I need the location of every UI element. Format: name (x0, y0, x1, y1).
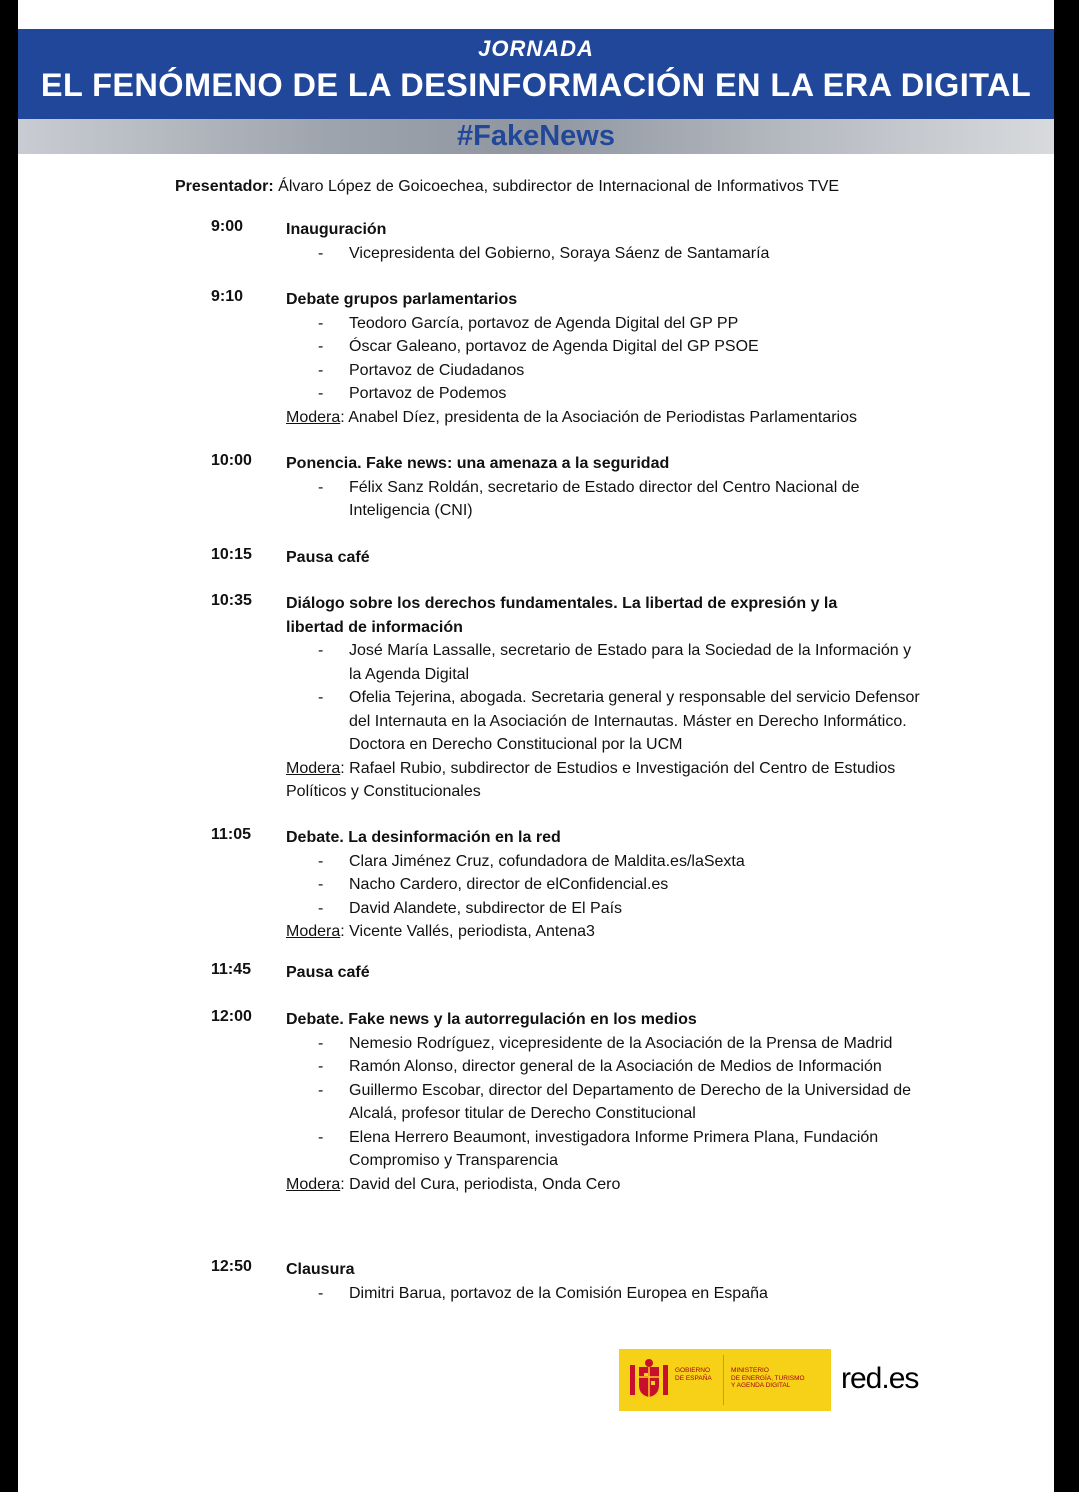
speaker-text: Dimitri Barua, portavoz de la Comisión Europea en España (349, 1284, 768, 1302)
list-dash: - (318, 1284, 324, 1302)
list-dash: - (318, 478, 324, 496)
list-dash: - (318, 1128, 324, 1146)
speaker-item (286, 1282, 926, 1306)
speaker-item (286, 873, 926, 897)
speaker-item (286, 382, 926, 406)
list-dash: - (318, 338, 324, 355)
hashtag-text: #FakeNews (457, 120, 615, 152)
speaker-item (286, 1055, 926, 1079)
list-dash: - (318, 1081, 324, 1099)
speaker-text: Guillermo Escobar, director del Departamento de Derecho de la Universidad de Alcalá, profesor titular de Derecho Constitucional (349, 1081, 912, 1122)
agenda-time: 11:05 (211, 826, 252, 843)
speaker-item (286, 639, 926, 686)
coat-of-arms-icon (627, 1357, 671, 1403)
presenter-label: Presentador: (175, 178, 274, 195)
speaker-list (286, 850, 926, 944)
speaker-text: Clara Jiménez Cruz, cofundadora de Maldita.es/laSexta (349, 852, 745, 870)
list-dash: - (318, 876, 324, 893)
speaker-item (286, 850, 926, 874)
moderator-line (286, 1173, 926, 1197)
moderator-label: Modera (286, 408, 341, 426)
moderator-line (286, 406, 926, 430)
speaker-item (286, 476, 926, 523)
agenda-time: 12:00 (211, 1008, 252, 1025)
speaker-list (286, 639, 926, 804)
speaker-list (286, 312, 926, 430)
agenda-time: 10:35 (211, 592, 252, 609)
speaker-text: Vicepresidenta del Gobierno, Soraya Sáenz de Santamaría (349, 244, 770, 262)
agenda-title: Debate. Fake news y la autorregulación en los medios (286, 1011, 697, 1028)
agenda-title: Inauguración (286, 221, 387, 238)
moderator-line (286, 920, 926, 944)
speaker-text: Ofelia Tejerina, abogada. Secretaria general y responsable del servicio Defensor del Internauta en la Asociación de Internautas. Máster en Derecho Informático. Doctora en Derecho Constitucional por la UCM (349, 689, 920, 753)
moderator-text: : Vicente Vallés, periodista, Antena3 (340, 923, 595, 940)
list-dash: - (318, 852, 324, 870)
presenter-text: Álvaro López de Goicoechea, subdirector de Internacional de Informativos TVE (273, 178, 840, 195)
speaker-text: Félix Sanz Roldán, secretario de Estado director del Centro Nacional de Inteligencia (CNI) (349, 478, 860, 519)
speaker-text: Elena Herrero Beaumont, investigadora Informe Primera Plana, Fundación Compromiso y Transparencia (349, 1128, 879, 1169)
speaker-text: José María Lassalle, secretario de Estado para la Sociedad de la Información y la Agenda Digital (349, 642, 912, 683)
speaker-list (286, 1282, 926, 1306)
moderator-text: : David del Cura, periodista, Onda Cero (340, 1175, 621, 1193)
agenda-time: 10:15 (211, 546, 252, 563)
list-dash: - (318, 361, 324, 379)
gobierno-text: GOBIERNO DE ESPAÑA (675, 1367, 712, 1382)
header-kicker: JORNADA (478, 36, 594, 61)
moderator-label: Modera (286, 759, 341, 777)
moderator-text: : Anabel Díez, presidenta de la Asociación de Periodistas Parlamentarios (340, 408, 857, 426)
agenda-time: 9:00 (211, 218, 244, 235)
speaker-item (286, 897, 926, 921)
agenda-time: 9:10 (211, 288, 244, 305)
list-dash: - (318, 1058, 324, 1075)
agenda-title: Clausura (286, 1261, 355, 1278)
moderator-label: Modera (286, 1175, 341, 1193)
agenda-title: Pausa café (286, 964, 370, 981)
agenda-title: Ponencia. Fake news: una amenaza a la seguridad (286, 455, 670, 472)
gobierno-logo (619, 1349, 831, 1411)
speaker-text: Nacho Cardero, director de elConfidencial.es (349, 876, 669, 893)
speaker-text: Portavoz de Podemos (349, 385, 507, 402)
hashtag-strip (18, 119, 1054, 154)
agenda-title: Debate grupos parlamentarios (286, 291, 518, 308)
logo-separator (723, 1355, 724, 1405)
header-banner (18, 29, 1054, 119)
speaker-text: Nemesio Rodríguez, vicepresidente de la Asociación de la Prensa de Madrid (349, 1034, 893, 1052)
speaker-item (286, 1126, 926, 1173)
document-page (18, 0, 1054, 1492)
speaker-text: Óscar Galeano, portavoz de Agenda Digital del GP PSOE (349, 338, 759, 355)
list-dash: - (318, 1034, 324, 1052)
agenda-time: 12:50 (211, 1258, 252, 1275)
ministerio-text: MINISTERIO DE ENERGÍA, TURISMO Y AGENDA DIGITAL (731, 1367, 805, 1389)
list-dash: - (318, 642, 324, 659)
redes-logo: red.es (841, 1362, 919, 1395)
speaker-text: Portavoz de Ciudadanos (349, 361, 525, 379)
speaker-item (286, 359, 926, 383)
speaker-list (286, 242, 926, 266)
agenda-title: Diálogo sobre los derechos fundamentales. La libertad de expresión y la libertad de información (286, 595, 838, 636)
list-dash: - (318, 385, 324, 402)
moderator-text: : Rafael Rubio, subdirector de Estudios e Investigación del Centro de Estudios Políticos y Constitucionales (286, 759, 896, 800)
list-dash: - (318, 899, 324, 917)
speaker-item (286, 242, 926, 266)
agenda-title: Pausa café (286, 549, 370, 566)
list-dash: - (318, 314, 324, 332)
header-title: EL FENÓMENO DE LA DESINFORMACIÓN EN LA ERA DIGITAL (40, 67, 1032, 103)
speaker-item (286, 1032, 926, 1056)
moderator-label: Modera (286, 923, 341, 940)
speaker-item (286, 1079, 926, 1126)
speaker-item (286, 335, 926, 359)
agenda-title: Debate. La desinformación en la red (286, 829, 561, 846)
presenter-line (175, 178, 839, 196)
speaker-text: David Alandete, subdirector de El País (349, 899, 623, 917)
sponsor-logos (619, 1349, 949, 1411)
list-dash: - (318, 244, 324, 262)
speaker-text: Ramón Alonso, director general de la Asociación de Medios de Información (349, 1058, 882, 1075)
speaker-item (286, 312, 926, 336)
agenda-time: 10:00 (211, 452, 252, 469)
list-dash: - (318, 689, 324, 706)
speaker-item (286, 686, 926, 757)
speaker-list (286, 476, 926, 523)
moderator-line (286, 757, 926, 804)
speaker-text: Teodoro García, portavoz de Agenda Digital del GP PP (349, 314, 739, 332)
speaker-list (286, 1032, 926, 1197)
agenda-time: 11:45 (211, 961, 252, 978)
